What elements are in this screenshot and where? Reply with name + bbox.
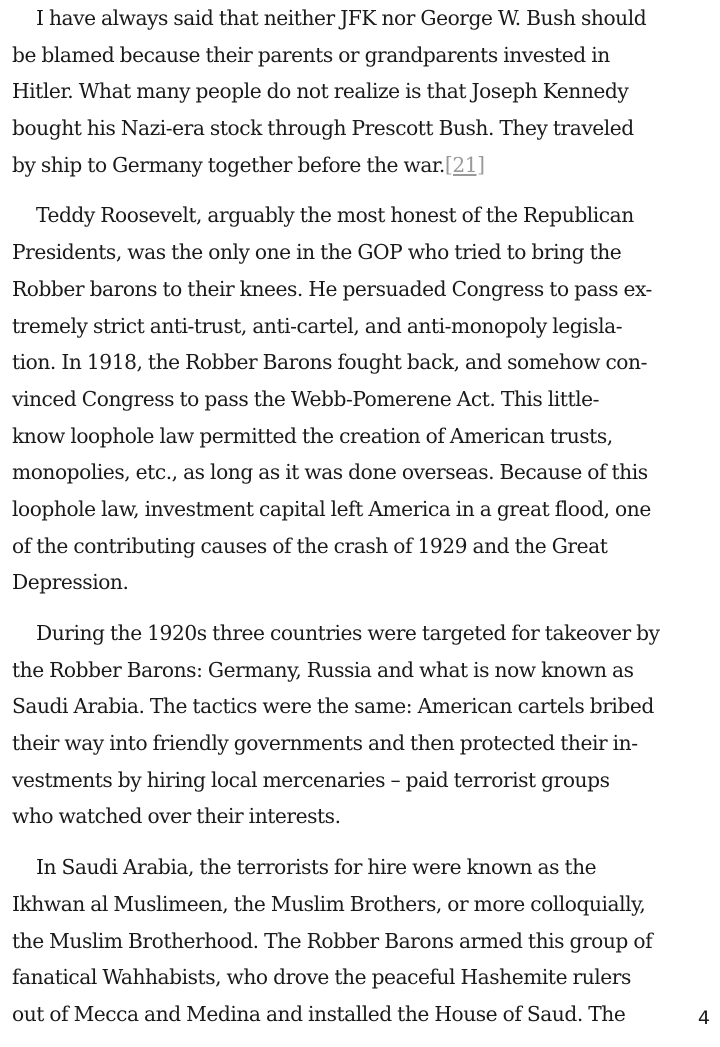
text-line: be blamed because their parents or grandparents invested in: [12, 42, 610, 67]
text-line: fanatical Wahhabists, who drove the peaceful Hashemite rulers: [12, 965, 631, 990]
text-line: vestments by hiring local mercenaries – paid terrorist groups: [12, 767, 610, 792]
text-line: loophole law, investment capital left America in a great flood, one: [12, 496, 651, 521]
text-line: the Muslim Brotherhood. The Robber Barons armed this group of: [12, 928, 653, 953]
text-line: tremely strict anti-trust, anti-cartel, and anti-monopoly legisla-: [12, 313, 623, 338]
text-line: Depression.: [12, 570, 129, 595]
paragraph-1: [12, 0, 714, 183]
text-line: monopolies, etc., as long as it was done overseas. Because of this: [12, 460, 648, 485]
text-line: During the 1920s three countries were targeted for takeover by: [36, 621, 660, 645]
text-line: I have always said that neither JFK nor George W. Bush should: [36, 6, 647, 30]
text-line: Teddy Roosevelt, arguably the most honest of the Republican: [36, 203, 634, 228]
text-line: vinced Congress to pass the Webb-Pomerene Act. This little-: [12, 386, 600, 411]
text-line: Ikhwan al Muslimeen, the Muslim Brothers, or more colloquially,: [12, 891, 646, 916]
text-line: Hitler. What many people do not realize is that Joseph Kennedy: [12, 79, 629, 104]
text-line: Saudi Arabia. The tactics were the same: American cartels bribed: [12, 694, 654, 719]
text-line: Presidents, was the only one in the GOP who tried to bring the: [12, 240, 622, 265]
text-line: the Robber Barons: Germany, Russia and what is now known as: [12, 657, 634, 682]
text-line: out of Mecca and Medina and installed the House of Saud. The: [12, 1001, 626, 1026]
document-body: [12, 0, 714, 1047]
paragraph-4: [12, 849, 714, 1032]
paragraph-3: [12, 615, 714, 835]
text-line: by ship to Germany together before the war.: [12, 152, 445, 177]
text-line: their way into friendly governments and then protected their in-: [12, 731, 638, 756]
page-number: 4: [697, 1007, 710, 1029]
text-line: Robber barons to their knees. He persuaded Congress to pass ex-: [12, 276, 652, 301]
paragraph-2: [12, 197, 714, 601]
text-line: In Saudi Arabia, the terrorists for hire were known as the: [36, 855, 597, 880]
text-line: of the contributing causes of the crash of 1929 and the Great: [12, 533, 608, 558]
text-line: tion. In 1918, the Robber Barons fought back, and somehow con-: [12, 350, 647, 375]
text-line-with-footnote: [12, 147, 714, 184]
text-line: who watched over their interests.: [12, 804, 341, 829]
text-line: bought his Nazi-era stock through Prescott Bush. They traveled: [12, 116, 634, 141]
text-line: know loophole law permitted the creation of American trusts,: [12, 423, 613, 448]
footnote-link[interactable]: [21]: [444, 152, 485, 177]
